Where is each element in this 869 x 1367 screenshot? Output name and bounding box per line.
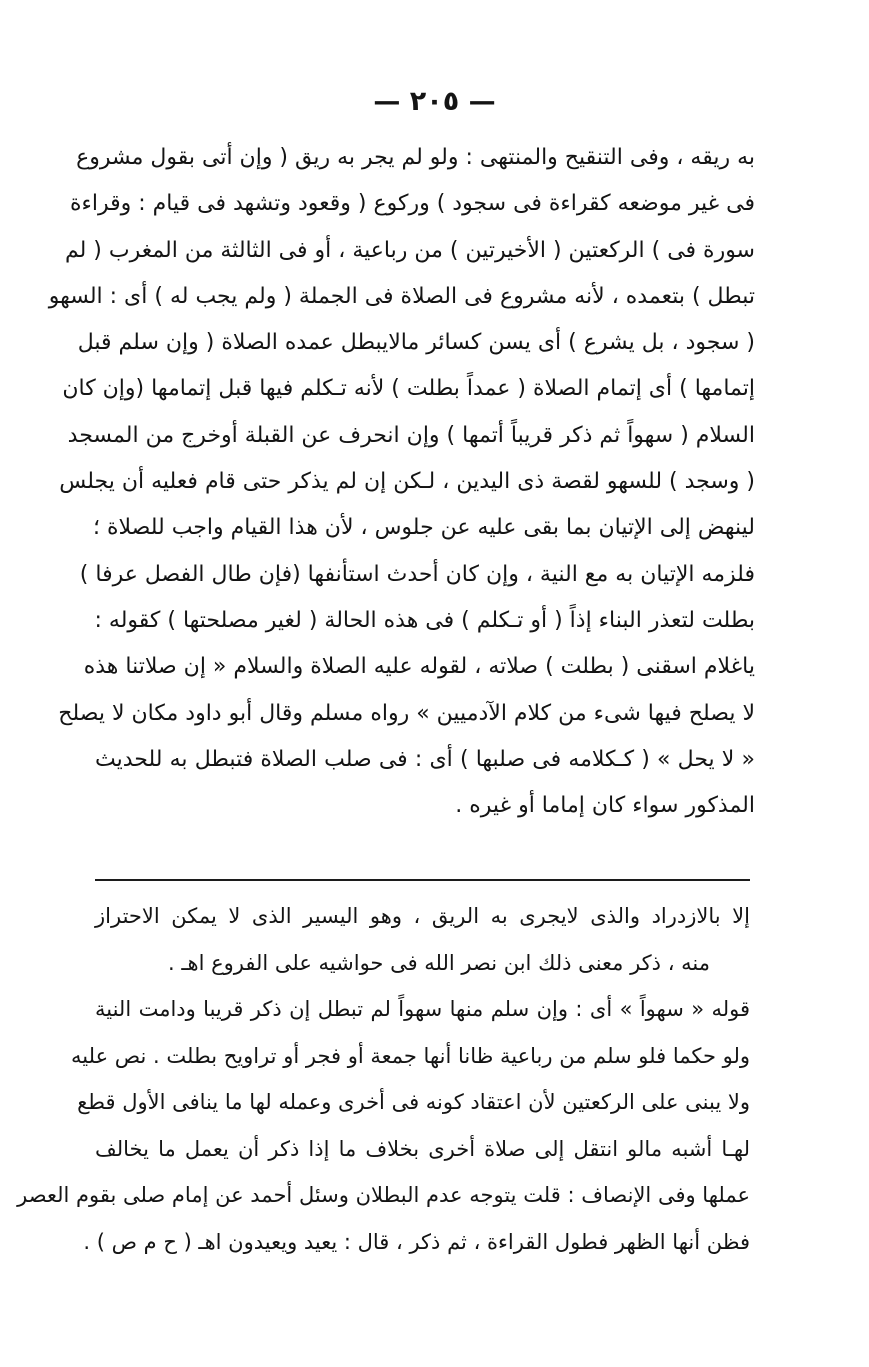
text-line: ياغلام اسقنى ( بطلت ) صلاته ، لقوله عليه الصلاة والسلام « إن صلاتنا هذه: [83, 654, 755, 680]
text-line: فلزمه الإتيان به مع النية ، وإن كان أحدث استأنفها (فإن طال الفصل عرفا ): [79, 561, 755, 587]
footnote-line: عملها وفى الإنصاف : قلت يتوجه عدم البطلان وسئل أحمد عن إمام صلى بقوم العصر: [17, 1183, 750, 1207]
footnote-block: [17, 893, 750, 1265]
footnote-line: لهـا أشبه مالو انتقل إلى صلاة أخرى بخلاف ما إذا ذكر أن يعمل ما يخالف: [95, 1136, 750, 1161]
main-text-block: [48, 135, 755, 829]
footnote-line: ولو حكما فلو سلم من رباعية ظانا أنها جمعة أو فجر أو تراويح بطلت . نص عليه: [71, 1043, 750, 1068]
footnote-separator: [95, 879, 750, 881]
text-line: ( سجود ، بل يشرع ) أى يسن كسائر مالايبطل عمده الصلاة ( وإن سلم قبل: [77, 330, 755, 356]
text-line: تبطل ) بتعمده ، لأنه مشروع فى الصلاة فى الجملة ( ولم يجب له ) أى : السهو: [48, 283, 755, 309]
text-line: ( وسجد ) للسهو لقصة ذى اليدين ، لـكن إن لم يذكر حتى قام فعليه أن يجلس: [59, 469, 755, 495]
text-line: « لا يحل » ( كـكلامه فى صلبها ) أى : فى صلب الصلاة فتبطل به للحديث: [95, 746, 755, 772]
footnote-line: ولا يبنى على الركعتين لأن اعتقاد كونه فى أخرى وعمله لها ما ينافى الأول قطع: [77, 1090, 750, 1114]
page-number: — ٢٠٥ —: [373, 86, 496, 117]
footnote-line: منه ، ذكر معنى ذلك ابن نصر الله فى حواشيه على الفروع اهـ .: [168, 950, 710, 975]
text-line: لا يصلح فيها شىء من كلام الآدميين » رواه مسلم وقال أبو داود مكان لا يصلح: [58, 700, 755, 726]
text-line: بطلت لتعذر البناء إذاً ( أو تـكلم ) فى هذه الحالة ( لغير مصلحتها ) كقوله :: [94, 607, 755, 633]
text-line: السلام ( سهواً ثم ذكر قريباً أتمها ) وإن انحرف عن القبلة أوخرج من المسجد: [67, 422, 755, 448]
footnote-line: إلا بالازدراد والذى لايجرى به الريق ، وهو اليسير الذى لا يمكن الاحتراز: [95, 904, 750, 928]
text-line: سورة فى ) الركعتين ( الأخيرتين ) من رباعية ، أو فى الثالثة من المغرب ( لم: [64, 237, 755, 263]
text-line: لينهض إلى الإتيان بما بقى عليه عن جلوس ، لأن هذا القيام واجب للصلاة ؛: [93, 515, 755, 541]
text-line: إتمامها ) أى إتمام الصلاة ( عمداً بطلت ) لأنه تـكلم فيها قبل إتمامها (وإن كان: [62, 376, 755, 402]
text-line: المذكور سواء كان إماما أو غيره .: [455, 793, 755, 819]
text-line: به ريقه ، وفى التنقيح والمنتهى : ولو لم يجر به ريق ( وإن أتى بقول مشروع: [76, 145, 755, 170]
footnote-line: قوله « سهواً » أى : وإن سلم منها سهواً لم تبطل إن ذكر قريبا ودامت النية: [95, 997, 750, 1021]
footnote-line: فظن أنها الظهر فطول القراءة ، ثم ذكر ، قال : يعيد ويعيدون اهـ ( ح م ص ) .: [83, 1229, 750, 1254]
text-line: فى غير موضعه كقراءة فى سجود ) وركوع ( وقعود وتشهد فى قيام : وقراءة: [69, 191, 755, 217]
